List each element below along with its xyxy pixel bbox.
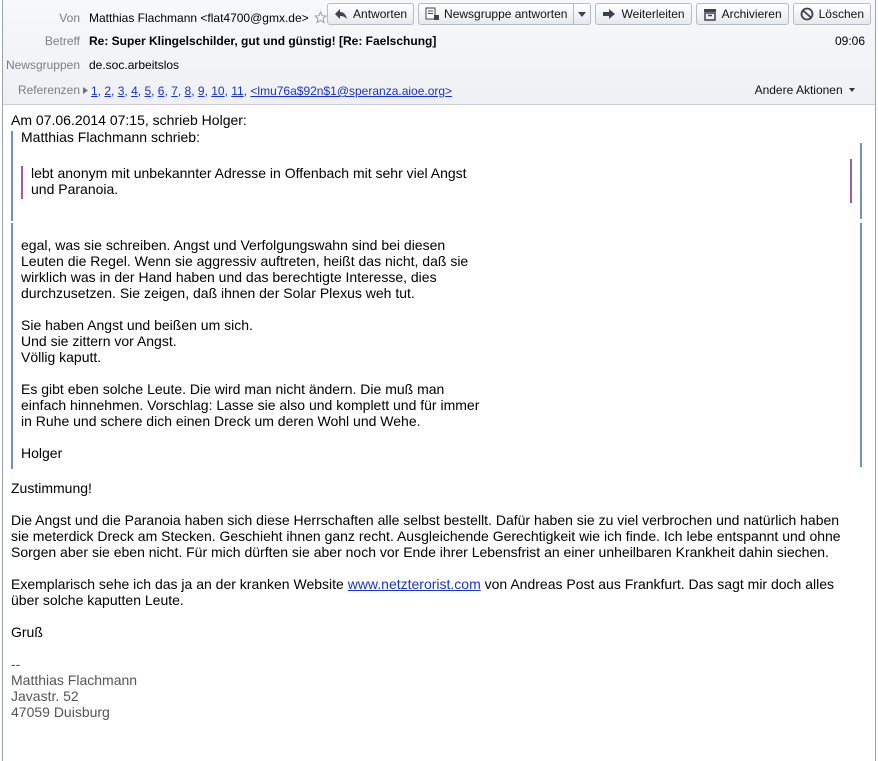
blank-line <box>11 640 862 656</box>
archive-box-icon <box>702 6 718 22</box>
reply-line-with-link <box>11 576 862 592</box>
blank-line <box>21 429 862 445</box>
forward-label: Weiterleiten <box>621 7 685 21</box>
other-actions-menu[interactable] <box>755 81 855 97</box>
reply-paragraph: Zustimmung! <box>11 480 92 496</box>
reply-label: Antworten <box>353 7 408 21</box>
window-left-border <box>2 0 3 761</box>
reply-text-fragment: Exemplarisch sehe ich das ja an der kranken Website <box>11 576 348 592</box>
reference-link[interactable]: 9 <box>197 84 205 98</box>
from-label: Von <box>59 11 80 25</box>
archive-button[interactable] <box>696 3 789 25</box>
reference-separator: , <box>151 84 158 98</box>
expand-references-icon[interactable] <box>83 83 88 97</box>
reference-separator: , <box>177 84 185 98</box>
quote2-line1: lebt anonym mit unbekannter Adresse in Offenbach mit sehr viel Angst <box>31 165 467 181</box>
reply-arrow-icon <box>333 6 349 22</box>
reference-separator: , <box>204 84 212 98</box>
quote-level-1 <box>11 129 862 197</box>
reference-link[interactable]: 2 <box>104 84 112 98</box>
reference-separator: , <box>191 84 198 98</box>
delete-button[interactable] <box>793 3 871 25</box>
quote1-text-line: Es gibt eben solche Leute. Die wird man nicht ändern. Die muß man <box>21 381 445 397</box>
quote-level-2 <box>21 165 862 197</box>
message-body <box>11 112 862 720</box>
quote1-text-line: Völlig kaputt. <box>21 349 102 365</box>
archive-label: Archivieren <box>721 7 782 21</box>
quote2-line2: und Paranoia. <box>31 181 119 197</box>
reference-link[interactable]: 1 <box>91 84 98 98</box>
newsgroup-icon <box>424 6 440 22</box>
from-value[interactable] <box>89 11 327 27</box>
reference-link[interactable]: 4 <box>131 84 138 98</box>
quote1-text-line: in Ruhe und schere dich einen Dreck um deren Wohl und Wehe. <box>21 413 421 429</box>
references-label: Referenzen <box>17 83 80 97</box>
subject-value: Re: Super Klingelschilder, gut und günstig! [Re: Faelschung] <box>89 34 437 48</box>
message-toolbar <box>327 3 871 25</box>
reference-link[interactable]: 5 <box>144 84 152 98</box>
signature-city: 47059 Duisburg <box>11 704 110 720</box>
window-right-border <box>875 0 876 761</box>
message-time: 09:06 <box>834 34 865 48</box>
signature-street: Javastr. 52 <box>11 688 79 704</box>
reference-link[interactable]: 8 <box>184 84 192 98</box>
quote1-text-line: egal, was sie schreiben. Angst und Verfolgungswahn sind bei diesen <box>21 237 446 253</box>
quote-bar-outer-bottom-right <box>860 223 862 467</box>
quote-bar-outer-top <box>11 131 13 221</box>
greeting: Gruß <box>11 624 43 640</box>
reply-newsgroup-button[interactable] <box>418 3 574 25</box>
forward-button[interactable] <box>595 3 691 25</box>
quote-bar-outer-bottom <box>11 223 13 469</box>
quote1-text-line: Und sie zittern vor Angst. <box>21 333 177 349</box>
reference-link[interactable]: 7 <box>171 84 178 98</box>
reference-separator: , <box>111 84 118 98</box>
reply-line: Die Angst und die Paranoia haben sich diese Herrschaften alle selbst bestellt. Dafür haben sie zu viel verbrochen und natürlich haben <box>11 512 840 528</box>
quote1-text-line: durchzusetzen. Sie zeigen, daß ihnen der Solar Plexus weh tut. <box>21 285 415 301</box>
caret-down-icon <box>849 81 855 95</box>
signature-separator: -- <box>11 656 21 672</box>
message-header <box>3 0 875 105</box>
reference-separator: , <box>243 84 251 98</box>
reply-newsgroup-label: Newsgruppe antworten <box>444 7 568 21</box>
website-link[interactable]: www.netzterorist.com <box>347 576 481 592</box>
chevron-down-icon <box>578 7 586 21</box>
subject-label: Betreff <box>44 34 80 48</box>
reference-separator: , <box>224 84 232 98</box>
reply-text <box>11 480 862 720</box>
reply-line: über solche kaputten Leute. <box>11 592 184 608</box>
quote-bar-inner <box>21 166 23 199</box>
reference-link[interactable]: 11 <box>231 84 244 98</box>
newsgroups-label: Newsgruppen <box>5 58 80 72</box>
quote1-text-line: einfach hinnehmen. Vorschlag: Lasse sie also und komplett und für immer <box>21 397 480 413</box>
message-id-link[interactable]: <lmu76a$92n$1@speranza.aioe.org> <box>250 84 453 98</box>
blank-line <box>11 560 862 576</box>
other-actions-label: Andere Aktionen <box>754 83 843 97</box>
signature-name: Matthias Flachmann <box>11 672 138 688</box>
reference-link[interactable]: 6 <box>157 84 165 98</box>
delete-label: Löschen <box>818 7 864 21</box>
prohibition-icon <box>799 6 815 22</box>
sender-address[interactable]: Matthias Flachmann <flat4700@gmx.de> <box>89 11 309 25</box>
forward-arrow-icon <box>601 6 617 22</box>
reply-button[interactable] <box>327 3 414 25</box>
reference-separator: , <box>137 84 145 98</box>
blank-line <box>21 365 862 381</box>
attribution-matthias: Matthias Flachmann schrieb: <box>21 129 200 145</box>
attribution-holger: Am 07.06.2014 07:15, schrieb Holger: <box>11 112 247 128</box>
reply-group-split <box>418 3 591 25</box>
quote-level-1-cont <box>11 237 862 461</box>
star-icon[interactable] <box>314 11 327 27</box>
reference-links <box>91 84 250 98</box>
reference-separator: , <box>164 84 172 98</box>
references-list <box>83 83 452 98</box>
blank-line <box>21 301 862 317</box>
reference-separator: , <box>97 84 105 98</box>
reply-options-dropdown[interactable] <box>574 3 591 25</box>
reply-line: Sorgen aber sie eben nicht. Für mich dürften sie aber noch vor Ende ihrer Lebensfrist an einer unheilbaren Krankheit dahin siechen. <box>11 544 829 560</box>
newsgroups-value[interactable]: de.soc.arbeitslos <box>89 58 180 72</box>
reference-separator: , <box>124 84 132 98</box>
blank-line <box>11 496 862 512</box>
quote1-signature: Holger <box>21 445 63 461</box>
quote1-text-line: Leuten die Regel. Wenn sie aggressiv auftreten, heißt das nicht, daß sie <box>21 253 469 269</box>
quote-bar-inner-right <box>850 159 852 203</box>
quote1-text-line: wirklich was in der Hand haben und das berechtigte Interesse, dies <box>21 269 437 285</box>
reference-link[interactable]: 10 <box>211 84 225 98</box>
reply-line: sie meterdick Dreck am Stecken. Geschieht ihnen ganz recht. Ausgleichende Gerechtigkeit wie ich finde. Ich lebe entspannt und ohne <box>11 528 841 544</box>
reference-link[interactable]: 3 <box>117 84 125 98</box>
blank-line <box>11 608 862 624</box>
quote1-text-line: Sie haben Angst und beißen um sich. <box>21 317 253 333</box>
reply-text-fragment: von Andreas Post aus Frankfurt. Das sagt mir doch alles <box>480 576 835 592</box>
